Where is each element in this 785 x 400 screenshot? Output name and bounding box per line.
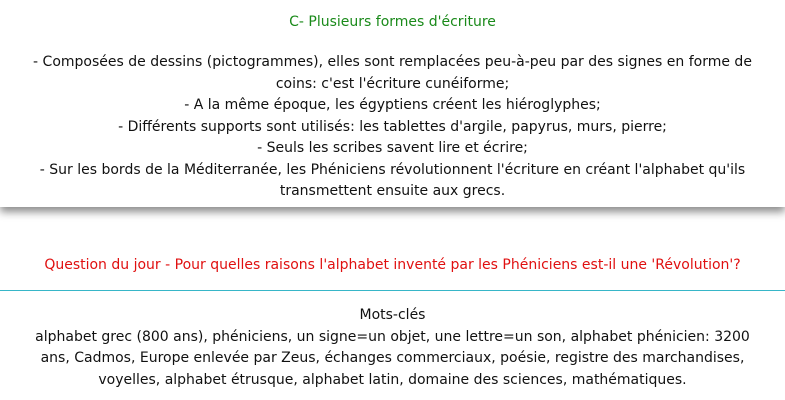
bullet-line: - Composées de dessins (pictogrammes), elles sont remplacées peu-à-peu par des signes en forme de coins: c'est l'écriture cunéiforme;: [33, 54, 752, 92]
section-title: C- Plusieurs formes d'écriture: [289, 14, 496, 30]
bullet-line: - A la même époque, les égyptiens créent les hiéroglyphes;: [184, 97, 601, 113]
question-of-the-day: Question du jour - Pour quelles raisons l'alphabet inventé par les Phéniciens est-il une 'Révolution'?: [44, 257, 741, 273]
keywords-block: [20, 305, 765, 391]
keywords-text: alphabet grec (800 ans), phéniciens, un signe=un objet, une lettre=un son, alphabet phénicien: 3200 ans, Cadmos, Europe enlevée par Zeus, échanges commerciaux, poésie, registre des marchandises, voyelles, alphabet étrusque, alphabet latin, domaine des sciences, mathématiques.: [35, 328, 750, 388]
bullet-line: - Différents supports sont utilisés: les tablettes d'argile, papyrus, murs, pierre;: [118, 118, 667, 135]
bullet-list: [20, 52, 765, 203]
divider: [0, 290, 785, 291]
bullet-line: - Sur les bords de la Méditerranée, les Phéniciens révolutionnent l'écriture en créant l'alphabet qu'ils transmettent ensuite aux grecs.: [39, 161, 746, 199]
keywords-title: Mots-clés: [359, 307, 426, 323]
bullet-line: - Seuls les scribes savent lire et écrire;: [257, 140, 528, 156]
